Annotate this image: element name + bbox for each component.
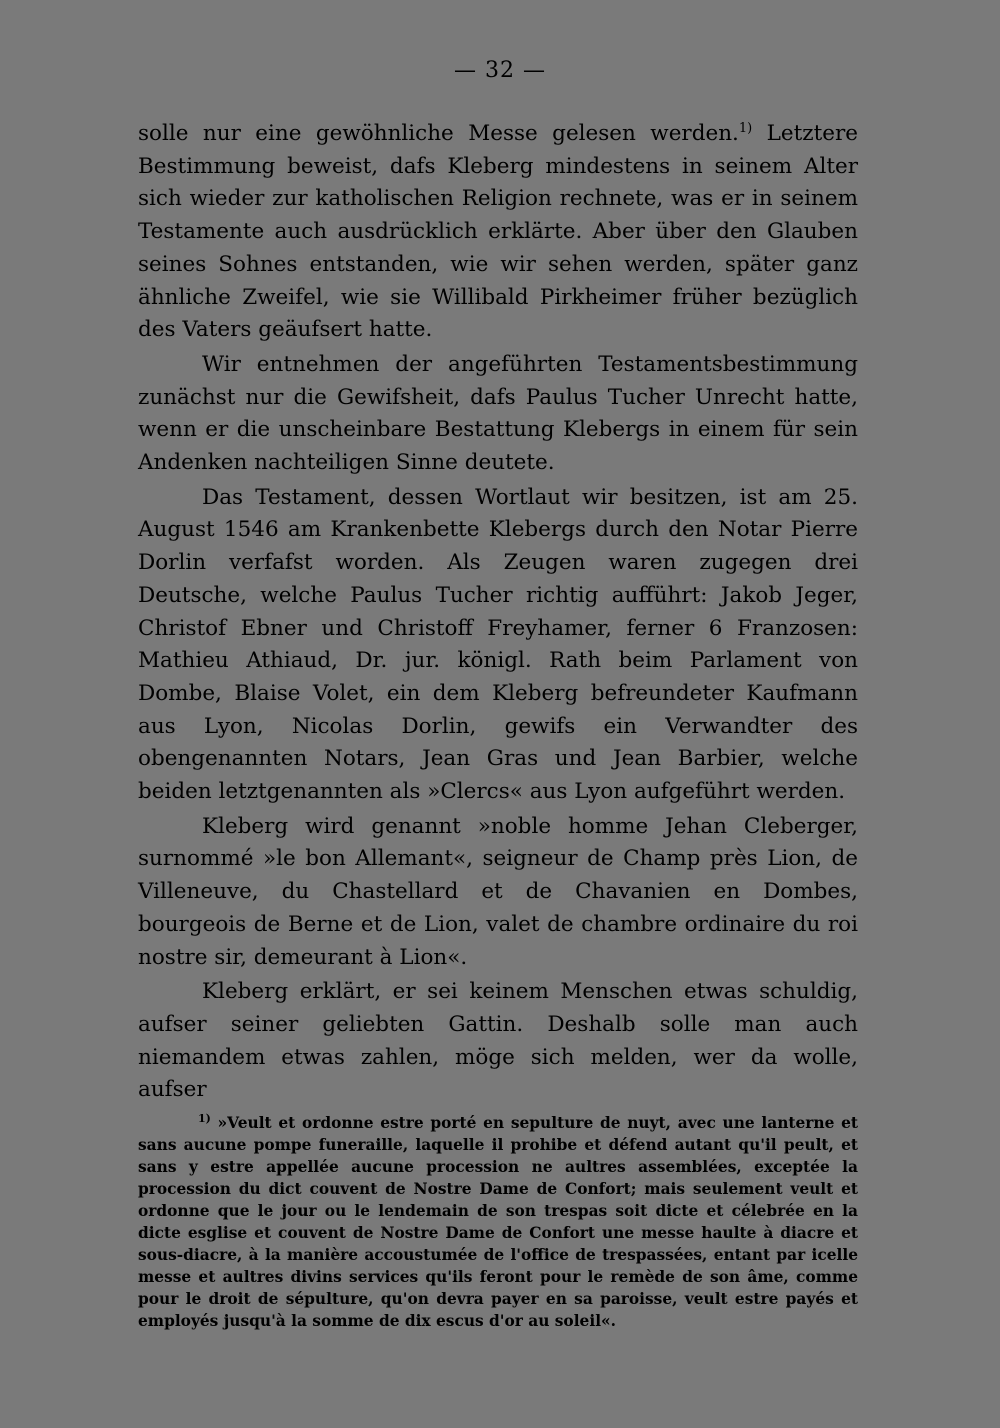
main-text xyxy=(138,118,858,1107)
paragraph-1-text-b: Letztere Bestimmung beweist, dafs Kleberg mindestens in seinem Alter sich wieder zur katholischen Religion rechnete, was er in seinem Testamente auch ausdrücklich erklärte. Aber über den Glauben seines Sohnes entstanden, wie wir sehen werden, später ganz ähnliche Zweifel, wie sie Willibald Pirkheimer früher bezüglich des Vaters geäufsert hatte. xyxy=(138,121,858,343)
paragraph-5: Kleberg erklärt, er sei keinem Menschen etwas schuldig, aufser seiner geliebten Gattin. Deshalb solle man auch niemandem etwas zahlen, möge sich melden, wer da wolle, aufser xyxy=(138,979,858,1103)
paragraph-4: Kleberg wird genannt »noble homme Jehan Cleberger, surnommé »le bon Allemant«, seigneur de Champ près Lion, de Villeneuve, du Chastellard et de Chavanien en Dombes, bourgeois de Berne et de Lion, valet de chambre ordinaire du roi nostre sir, demeurant à Lion«. xyxy=(138,813,858,970)
page-number: — 32 — xyxy=(454,58,546,83)
paragraph-2: Wir entnehmen der angeführten Testamentsbestimmung zunächst nur die Gewifsheit, dafs Paulus Tucher Unrecht hatte, wenn er die unscheinbare Bestattung Klebergs in einem für sein Andenken nachteiligen Sinne deutete. xyxy=(138,351,858,476)
paragraph-3: Das Testament, dessen Wortlaut wir besitzen, ist am 25. August 1546 am Krankenbette Klebergs durch den Notar Pierre Dorlin verfafst worden. Als Zeugen waren zugegen drei Deutsche, welche Paulus Tucher richtig aufführt: Jakob Jeger, Christof Ebner und Christoff Freyhamer, ferner 6 Franzosen: Mathieu Athiaud, Dr. jur. königl. Rath beim Parlament von Dombe, Blaise Volet, ein dem Kleberg befreundeter Kaufmann aus Lyon, Nicolas Dorlin, gewifs ein Verwandter des obengenannten Notars, Jean Gras und Jean Barbier, welche beiden letztgenannten als »Clercs« aus Lyon aufgeführt werden. xyxy=(138,484,858,805)
footnote-paragraph xyxy=(138,1112,858,1332)
footnote-text: »Veult et ordonne estre porté en sepulture de nuyt, avec une lanterne et sans aucune pompe funeraille, laquelle il prohibe et défend autant qu'il peult, et sans y estre appellée aucune procession ne aultres assemblées, exceptée la procession du dict couvent de Nostre Dame de Confort; mais seulement veult et ordonne que le jour ou le lendemain de son trespas soit dicte et célebrée en la dicte esglise et couvent de Nostre Dame de Confort une messe haulte à diacre et sous-diacre, à la manière accoustumée de l'office de trespassées, entant par icelle messe et aultres divins services qu'ils feront pour le remède de son âme, comme pour le droit de sépulture, qu'on devra payer en sa paroisse, veult estre payés et employés jusqu'à la somme de dix escus d'or au soleil«. xyxy=(138,1114,858,1330)
paragraph-1 xyxy=(138,118,858,347)
paragraph-1-text-a: solle nur eine gewöhnliche Messe gelesen werden. xyxy=(138,121,739,146)
footnote-reference: 1) xyxy=(738,120,753,136)
footnote xyxy=(138,1112,858,1332)
footnote-mark: 1) xyxy=(198,1111,211,1125)
